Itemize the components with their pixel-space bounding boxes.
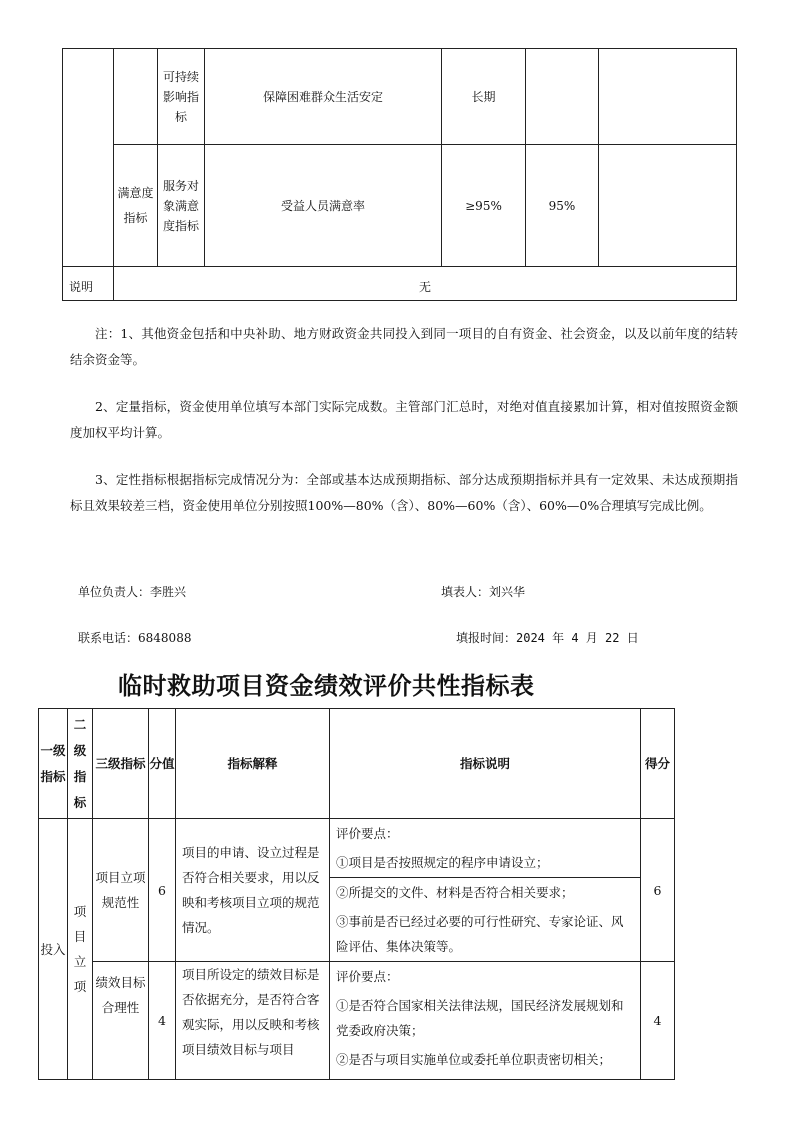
performance-table-continued: [62, 48, 737, 301]
note-label-cell: 说明: [63, 267, 114, 301]
level1-cell: 投入: [39, 819, 68, 1080]
report-date: 填报时间：2024 年 4 月 22 日: [456, 631, 639, 645]
score-cell: 4: [641, 962, 675, 1080]
desc-item: ③事前是否已经过必要的可行性研究、专家论证、风险评估、集体决策等。: [336, 914, 624, 954]
weight-cell: 6: [149, 819, 176, 962]
header-level3: 三级指标: [93, 709, 149, 819]
note-value-cell: 无: [114, 267, 737, 301]
desc-item: ①项目是否按照规定的程序申请设立；: [336, 855, 549, 870]
indicator-cell: 受益人员满意率: [205, 145, 442, 267]
level3-cell: 可持续影响指标: [158, 49, 205, 145]
header-score: 得分: [641, 709, 675, 819]
table-row: [63, 49, 737, 145]
page-title: 临时救助项目资金绩效评价共性指标表: [118, 672, 535, 700]
phone-number: 6848088: [138, 631, 192, 645]
level2-cell: 项目立项: [68, 819, 93, 1080]
desc-head: 评价要点：: [336, 826, 399, 841]
header-level2: 二级指标: [68, 709, 93, 819]
header-explain: 指标解释: [176, 709, 330, 819]
form-filler: 填表人：刘兴华: [441, 585, 526, 599]
level3-cell: 绩效目标合理性: [93, 962, 149, 1080]
header-desc: 指标说明: [330, 709, 641, 819]
table-row: [39, 819, 675, 962]
level3-cell: 项目立项规范性: [93, 819, 149, 962]
desc-cell: [330, 962, 641, 1080]
indicator-cell: 保障困难群众生活安定: [205, 49, 442, 145]
desc-item: ②是否与项目实施单位或委托单位职责密切相关；: [336, 1052, 612, 1067]
desc-item: ②所提交的文件、材料是否符合相关要求；: [336, 885, 574, 900]
table-row: [63, 267, 737, 301]
table-row: [63, 145, 737, 267]
score-cell: 6: [641, 819, 675, 962]
empty-cell: [114, 49, 158, 145]
note-3: 3、定性指标根据指标完成情况分为：全部或基本达成预期指标、部分达成预期指标并具有一定效果、未达成预期指标且效果较差三档，资金使用单位分别按照100%—80%（含）、80%—60%（含）、60%—0%合理填写完成比例。: [70, 472, 738, 513]
table-row: [39, 962, 675, 1080]
target-cell: 长期: [442, 49, 526, 145]
level3-cell: 服务对象满意度指标: [158, 145, 205, 267]
responsible-person: 单位负责人：李胜兴: [78, 585, 187, 599]
target-cell: ≥95%: [442, 145, 526, 267]
explain-cell: 项目的申请、设立过程是否符合相关要求，用以反映和考核项目立项的规范情况。: [176, 819, 330, 962]
score-cell: [599, 49, 737, 145]
note-2: 2、定量指标，资金使用单位填写本部门实际完成数。主管部门汇总时，对绝对值直接累加计算，相对值按照资金额度加权平均计算。: [70, 399, 738, 440]
score-cell: [599, 145, 737, 267]
header-weight: 分值: [149, 709, 176, 819]
explain-cell: 项目所设定的绩效目标是否依据充分，是否符合客观实际，用以反映和考核项目绩效目标与项目: [176, 962, 330, 1080]
common-indicator-table: [38, 708, 675, 1080]
empty-cell: [63, 49, 114, 267]
phone-label: 联系电话：: [78, 631, 139, 645]
actual-cell: [526, 49, 599, 145]
contact-phone: [78, 629, 191, 646]
weight-cell: 4: [149, 962, 176, 1080]
desc-cell: [330, 819, 641, 962]
actual-cell: 95%: [526, 145, 599, 267]
desc-head: 评价要点：: [336, 969, 399, 984]
header-level1: 一级指标: [39, 709, 68, 819]
desc-item: ①是否符合国家相关法律法规，国民经济发展规划和党委政府决策；: [336, 998, 624, 1038]
note-1: 注：1、其他资金包括和中央补助、地方财政资金共同投入到同一项目的自有资金、社会资金，以及以前年度的结转结余资金等。: [70, 326, 738, 367]
table-header-row: [39, 709, 675, 819]
level2-cell: 满意度指标: [114, 145, 158, 267]
